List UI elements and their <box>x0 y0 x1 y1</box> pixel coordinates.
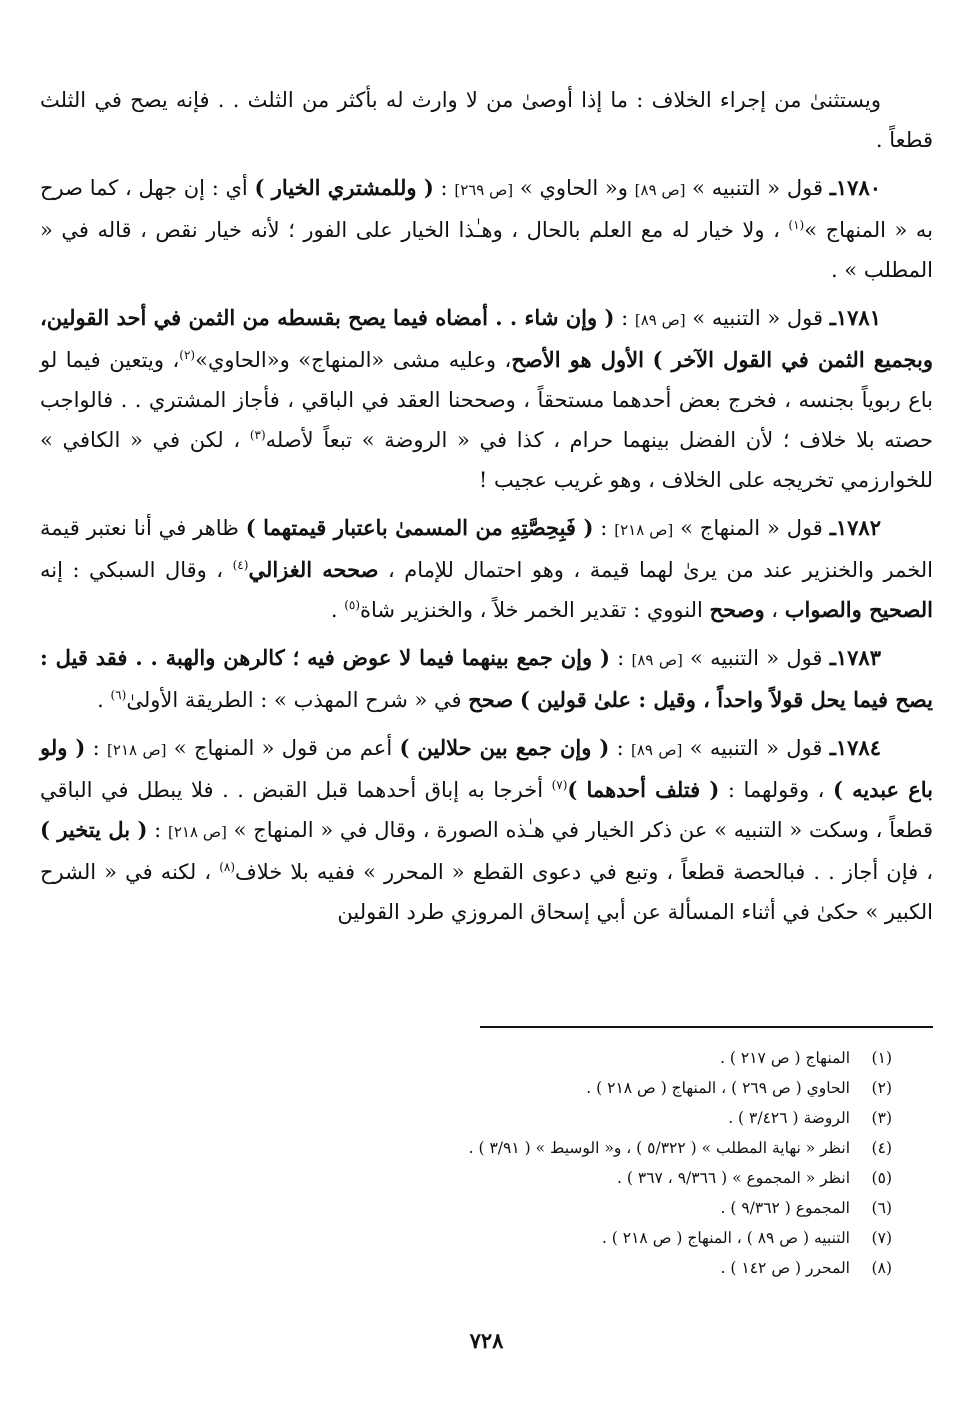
footnote-number: (٧) <box>871 1229 892 1247</box>
footnote-item <box>40 1223 892 1253</box>
quoted-text: ( فَبِحِصَّتِهِ من المسمىٰ باعتبار قيمتهما ) <box>245 515 594 540</box>
text-run: ، ولا خيار له مع العلم بالحال ، وهـٰذا الخيار على الفور ؛ لأنه خيار نقص ، قاله في « المطلب » . <box>40 218 933 282</box>
page-reference: [ص ٨٩] <box>631 651 683 669</box>
text-run: و« الحاوي » <box>513 176 635 200</box>
footnote-number: (٤) <box>871 1139 892 1157</box>
text-run: قول « المنهاج » <box>673 516 830 540</box>
footnote-item <box>40 1133 892 1163</box>
footnote-item <box>40 1193 892 1223</box>
page-reference: [ص ٨٩] <box>631 741 683 759</box>
paragraph-intro <box>40 80 933 160</box>
text-run: : <box>593 516 615 540</box>
footnote-number: (٦) <box>871 1199 892 1217</box>
text-run: : <box>609 736 632 760</box>
page-reference: [ص ٢١٨] <box>107 741 167 759</box>
footnote-separator <box>480 1026 933 1028</box>
footnote-marker: (٤) <box>232 558 249 572</box>
quoted-text: ( وللمشتري الخيار ) <box>254 175 434 200</box>
quoted-text: ( وإن شاء . . أمضاه فيما يصح بقسطه من الثمن في أحد القولين، وبجميع الثمن في القول الآخر ) <box>40 305 934 372</box>
text-run: ظاهر في أنا نعتبر قيمة الخمر والخنزير عند من يرىٰ لهما قيمة ، وهو احتمال للإمام ، <box>40 516 933 582</box>
text-run: قول « التنبيه » <box>685 176 830 200</box>
footnote-number: (٥) <box>871 1169 892 1187</box>
paragraph-1782 <box>40 508 933 630</box>
text-run: ، وقولهما : <box>719 778 833 802</box>
text-run: : <box>147 818 169 842</box>
footnote-marker: (٣) <box>249 428 266 442</box>
footnote-item <box>40 1043 892 1073</box>
text-run: قول « التنبيه » <box>682 646 830 670</box>
footnote-text: الحاوي ( ص ٢٦٩ ) ، المنهاج ( ص ٢١٨ ) . <box>586 1079 850 1097</box>
footnote-item <box>40 1163 892 1193</box>
text-run: أخرجا به إباق أحدهما قبل القبض . . فلا يبطل في الباقي قطعاً ، وسكت « التنبيه » عن ذكر الخيار في هـٰذه الصورة ، وقال في « المنهاج » <box>40 778 933 842</box>
bold-text: الأول هو الأصح <box>511 347 644 372</box>
footnote-marker: (٧) <box>551 778 568 792</box>
page-reference: [ص ٨٩] <box>634 181 686 199</box>
text-run: : <box>614 306 635 330</box>
footnote-text: انظر « نهاية المطلب » ( ٥/٣٢٢ ) ، و« الوسيط » ( ٣/٩١ ) . <box>468 1139 850 1157</box>
text-run: أي : إن جهل ، كما صرح به « المنهاج » <box>40 176 934 242</box>
text-run <box>513 688 520 712</box>
text-run: قول « التنبيه » <box>682 736 830 760</box>
bold-text: الصحيح والصواب <box>784 597 933 622</box>
text-run: ، <box>764 598 785 622</box>
page-reference: [ص ٨٩] <box>634 311 686 329</box>
footnote-text: المنهاج ( ص ٢١٧ ) . <box>720 1049 850 1067</box>
text-run: النووي : تقدير الخمر خلاً ، والخنزير شاة <box>360 598 710 622</box>
page-number: ٧٢٨ <box>469 1328 504 1353</box>
footnote-text: التنبيه ( ص ٨٩ ) ، المنهاج ( ص ٢١٨ ) . <box>601 1229 850 1247</box>
entry-number: ١٧٨٤ـ <box>829 735 881 760</box>
quoted-text: ( وإن جمع بين حلالين ) <box>399 735 610 760</box>
footnote-number: (١) <box>871 1049 892 1067</box>
footnote-text: انظر « المجموع » ( ٩/٣٦٦ ، ٣٦٧ ) . <box>617 1169 850 1187</box>
footnote-marker: (٢) <box>179 348 196 362</box>
page-reference: [ص ٢١٨] <box>168 823 227 841</box>
footnote-number: (٣) <box>871 1109 892 1127</box>
paragraph-1780 <box>40 168 933 290</box>
text-run: : <box>85 736 108 760</box>
bold-text: صححه الغزالي <box>248 557 379 582</box>
text-run: في « شرح المهذب » : الطريقة الأولىٰ <box>126 688 469 712</box>
quoted-text: ( فتلف أحدهما ) <box>567 777 720 802</box>
footnote-item <box>40 1073 892 1103</box>
main-text <box>40 80 933 940</box>
footnotes-list <box>40 1043 892 1283</box>
page-reference: [ص ٢١٨] <box>614 521 674 539</box>
text-run <box>644 348 653 372</box>
page-reference: [ص ٢٦٩] <box>454 181 514 199</box>
entry-number: ١٧٨١ـ <box>829 305 881 330</box>
entry-number: ١٧٨٠ـ <box>829 175 882 200</box>
footnote-text: الروضة ( ٣/٤٢٦ ) . <box>728 1109 850 1127</box>
text-run: قول « التنبيه » <box>685 306 830 330</box>
entry-number: ١٧٨٢ـ <box>829 515 881 540</box>
text-run: . <box>97 688 111 712</box>
text-run: : <box>609 646 632 670</box>
text-run: . <box>330 598 345 622</box>
quoted-text: ( وإن جمع بينهما فيما لا عوض فيه ؛ كالرهن والهبة . . فقد قيل : يصح فيما يحل قولاً واحداً ، وقيل : علىٰ قولين ) <box>40 645 933 712</box>
bold-text: وصحح <box>709 597 765 622</box>
paragraph-1783 <box>40 638 933 720</box>
text-run: : <box>433 176 455 200</box>
footnote-item <box>40 1253 892 1283</box>
footnote-marker: (٨) <box>219 860 236 874</box>
footnote-marker: (١) <box>788 218 805 232</box>
text-run: ، فإن أجاز . . فبالحصة قطعاً ، وتبع في دعوى القطع « المحرر » ففيه بلا خلاف <box>235 860 933 884</box>
text-run: ، وقال السبكي : إنه <box>40 558 233 582</box>
intro-text: ويستثنىٰ من إجراء الخلاف : ما إذا أوصىٰ من لا وارث له بأكثر من الثلث . . فإنه يصح في الثلث قطعاً . <box>40 88 933 152</box>
text-run: أعم من قول « المنهاج » <box>166 736 400 760</box>
footnote-number: (٨) <box>871 1259 892 1277</box>
entry-number: ١٧٨٣ـ <box>829 645 881 670</box>
text-run: ، لكنه في « الشرح الكبير » حكىٰ في أثناء المسألة عن أبي إسحاق المروزي طرد القولين <box>40 860 933 924</box>
paragraph-1781 <box>40 298 933 500</box>
quoted-text: ( ولو باع عبديه ) <box>40 735 934 802</box>
footnote-marker: (٥) <box>344 598 361 612</box>
footnote-marker: (٦) <box>110 688 127 702</box>
footnote-text: المجموع ( ٩/٣٦٢ ) . <box>720 1199 850 1217</box>
text-run: ، ويتعين فيما لو باع ربوياً بجنسه ، فخرج بعض أحدهما مستحقاً ، وصححنا العقد في الباقي ، فأجاز المشتري . . فالواجب حصته بلا خلاف ؛ لأن الفضل بينهما حرام ، كذا في « الروضة » تبعاً لأصله <box>40 348 933 452</box>
paragraph-1784 <box>40 728 933 932</box>
footnote-item <box>40 1103 892 1133</box>
quoted-text: ( بل يتخير ) <box>40 817 148 842</box>
bold-text: صحح <box>468 687 514 712</box>
text-run: ، لكن في « الكافي » للخوارزمي تخريجه على الخلاف ، وهو غريب عجيب ! <box>40 428 933 492</box>
text-run: ، وعليه مشى «المنهاج» و«الحاوي» <box>195 348 512 372</box>
footnote-text: المحرر ( ص ١٤٢ ) . <box>720 1259 850 1277</box>
footnote-number: (٢) <box>871 1079 892 1097</box>
